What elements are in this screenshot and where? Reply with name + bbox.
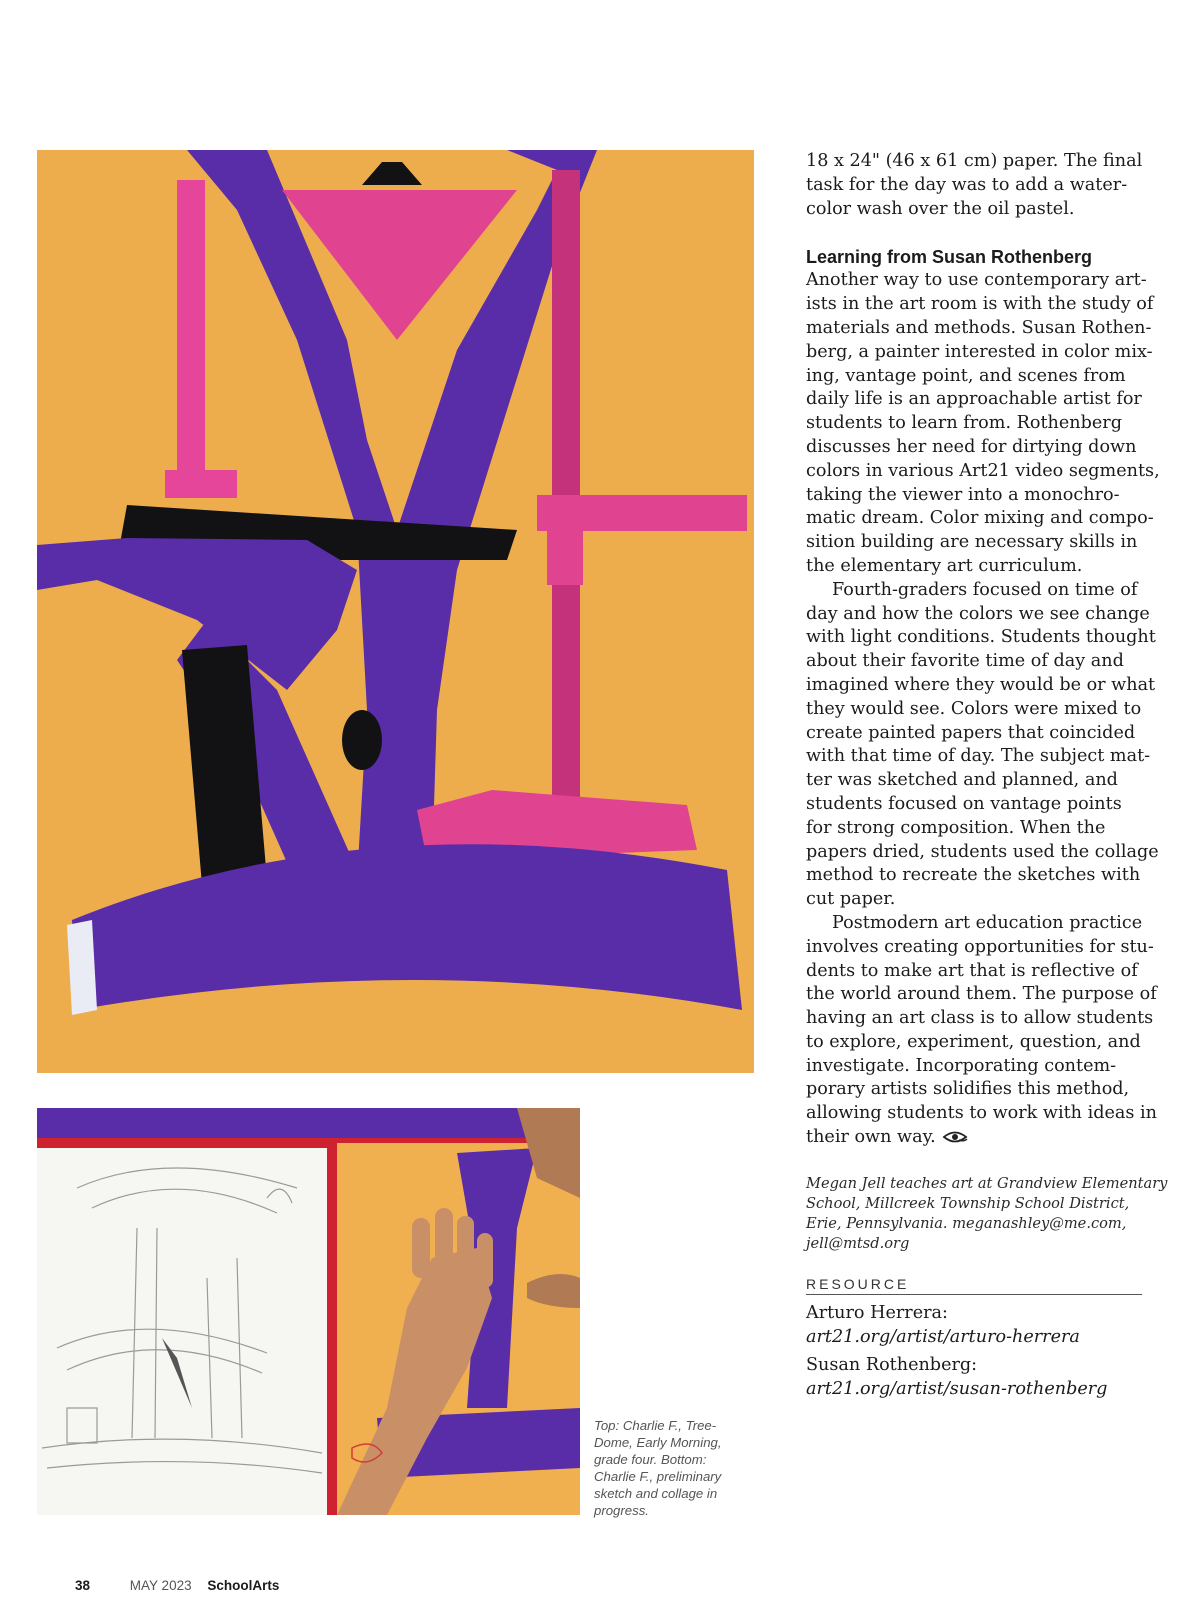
body-line-text: colors in various Art21 video segments, <box>806 460 1160 481</box>
body-line <box>806 198 1151 222</box>
body-line <box>806 579 1151 603</box>
eye-logo-icon <box>942 1130 968 1144</box>
resource-item <box>806 1353 1151 1401</box>
body-line <box>806 817 1151 841</box>
body-line-text: color wash over the oil pastel. <box>806 198 1075 219</box>
body-line-text: the elementary art curriculum. <box>806 555 1083 576</box>
body-line-text: allowing students to work with ideas in <box>806 1103 1157 1124</box>
article-body <box>806 150 1160 1150</box>
body-line-text: with light conditions. Students thought <box>806 627 1156 648</box>
body-line <box>806 793 1151 817</box>
caption-line: sketch and collage in <box>594 1486 718 1501</box>
resource-item <box>806 1301 1151 1349</box>
body-line <box>806 293 1154 317</box>
body-line-text: Fourth-graders focused on time of <box>832 579 1138 600</box>
body-line <box>806 745 1151 769</box>
body-line <box>806 484 1151 508</box>
body-line <box>806 1102 1157 1126</box>
body-line-text: materials and methods. Susan Rothen- <box>806 317 1152 338</box>
body-line-text: cut paper. <box>806 889 896 910</box>
body-line <box>806 912 1151 936</box>
body-line-text: about their favorite time of day and <box>806 651 1124 672</box>
caption-line: progress. <box>594 1503 649 1518</box>
body-line <box>806 388 1151 412</box>
body-line-text: sition building are necessary skills in <box>806 532 1138 553</box>
collage-artwork-image <box>37 150 754 1073</box>
caption-line: Charlie F., preliminary <box>594 1469 722 1484</box>
body-line <box>806 1007 1154 1031</box>
body-line-text: papers dried, students used the collage <box>806 841 1159 862</box>
photo-caption <box>594 1417 744 1519</box>
bio-line: Erie, Pennsylvania. meganashley@me.com, <box>806 1215 1127 1232</box>
resource-name: Arturo Herrera: <box>806 1303 948 1323</box>
body-line <box>806 460 1160 484</box>
body-line-text: taking the viewer into a monochro- <box>806 484 1120 505</box>
body-line <box>806 864 1151 888</box>
body-line-text: discusses her need for dirtying down <box>806 436 1137 457</box>
body-line-text: their own way. <box>806 1127 936 1148</box>
body-line-text: task for the day was to add a water- <box>806 174 1128 195</box>
bio-line: Megan Jell teaches art at Grandview Elementary <box>806 1175 1168 1192</box>
body-line-text: students focused on vantage points <box>806 793 1122 814</box>
caption-line: Top: Charlie F., Tree- <box>594 1418 717 1433</box>
resource-link[interactable]: art21.org/artist/arturo-herrera <box>806 1327 1080 1347</box>
body-line-text: the world around them. The purpose of <box>806 984 1157 1005</box>
body-line-text: create painted papers that coincided <box>806 722 1136 743</box>
section-subhead: Learning from Susan Rothenberg <box>806 247 1093 268</box>
body-line <box>806 531 1151 555</box>
body-line <box>806 174 1151 198</box>
body-line <box>806 1078 1151 1102</box>
resource-list <box>806 1301 1151 1405</box>
body-line <box>806 341 1151 365</box>
body-line <box>806 722 1151 746</box>
author-bio <box>806 1174 1168 1254</box>
body-line <box>806 507 1154 531</box>
issue-date: MAY 2023 <box>129 1578 192 1593</box>
bio-line: jell@mtsd.org <box>806 1235 910 1252</box>
body-line <box>806 674 1156 698</box>
body-line-text: daily life is an approachable artist for <box>806 389 1142 410</box>
body-line <box>806 960 1151 984</box>
body-line-text: matic dream. Color mixing and compo- <box>806 508 1154 529</box>
resource-heading: RESOURCE <box>806 1276 1142 1295</box>
body-line <box>806 1055 1151 1079</box>
body-line-text: dents to make art that is reflective of <box>806 960 1138 981</box>
bio-line: School, Millcreek Township School District, <box>806 1195 1130 1212</box>
body-line <box>806 698 1151 722</box>
body-line-text: investigate. Incorporating contem- <box>806 1055 1117 1076</box>
body-line <box>806 365 1151 389</box>
body-line-text: with that time of day. The subject mat- <box>806 746 1151 767</box>
body-line-text: having an art class is to allow students <box>806 1008 1154 1029</box>
body-line <box>806 1126 1151 1150</box>
body-line <box>806 412 1151 436</box>
body-line-text: to explore, experiment, question, and <box>806 1031 1141 1052</box>
resource-name: Susan Rothenberg: <box>806 1355 978 1375</box>
body-line-text: Another way to use contemporary art- <box>806 270 1147 291</box>
sketch-and-collage-photo <box>37 1108 580 1515</box>
body-line-text: method to recreate the sketches with <box>806 865 1141 886</box>
page-footer <box>75 1578 309 1593</box>
body-line-text: ter was sketched and planned, and <box>806 770 1118 791</box>
body-line <box>806 983 1157 1007</box>
caption-line: Dome, Early Morning, <box>594 1435 722 1450</box>
body-line <box>806 150 1151 174</box>
body-line <box>806 936 1154 960</box>
body-line-text: day and how the colors we see change <box>806 603 1150 624</box>
body-line <box>806 436 1151 460</box>
body-line-text: students to learn from. Rothenberg <box>806 413 1122 434</box>
caption-line: grade four. Bottom: <box>594 1452 707 1467</box>
body-line-text: ing, vantage point, and scenes from <box>806 365 1126 386</box>
body-line-text: porary artists solidifies this method, <box>806 1079 1130 1100</box>
body-line-text: 18 x 24" (46 x 61 cm) paper. The final <box>806 151 1143 171</box>
body-line <box>806 650 1151 674</box>
body-line-text: involves creating opportunities for stu- <box>806 936 1154 957</box>
body-line <box>806 269 1151 293</box>
body-line <box>806 1031 1151 1055</box>
body-line <box>806 555 1151 579</box>
body-line-text: ists in the art room is with the study of <box>806 294 1154 315</box>
page-number: 38 <box>75 1578 91 1593</box>
body-line-text: for strong composition. When the <box>806 817 1106 838</box>
paragraph-gap <box>806 221 1151 245</box>
body-line-text: they would see. Colors were mixed to <box>806 698 1142 719</box>
body-line-text: Postmodern art education practice <box>832 912 1143 933</box>
resource-link[interactable]: art21.org/artist/susan-rothenberg <box>806 1379 1108 1399</box>
body-line-text: imagined where they would be or what <box>806 674 1156 695</box>
body-line <box>806 603 1151 627</box>
body-line <box>806 888 1151 912</box>
body-line <box>806 769 1151 793</box>
body-line <box>806 626 1156 650</box>
magazine-name: SchoolArts <box>207 1578 280 1593</box>
body-line <box>806 317 1151 341</box>
body-line <box>806 841 1159 865</box>
body-line-text: berg, a painter interested in color mix- <box>806 341 1153 362</box>
